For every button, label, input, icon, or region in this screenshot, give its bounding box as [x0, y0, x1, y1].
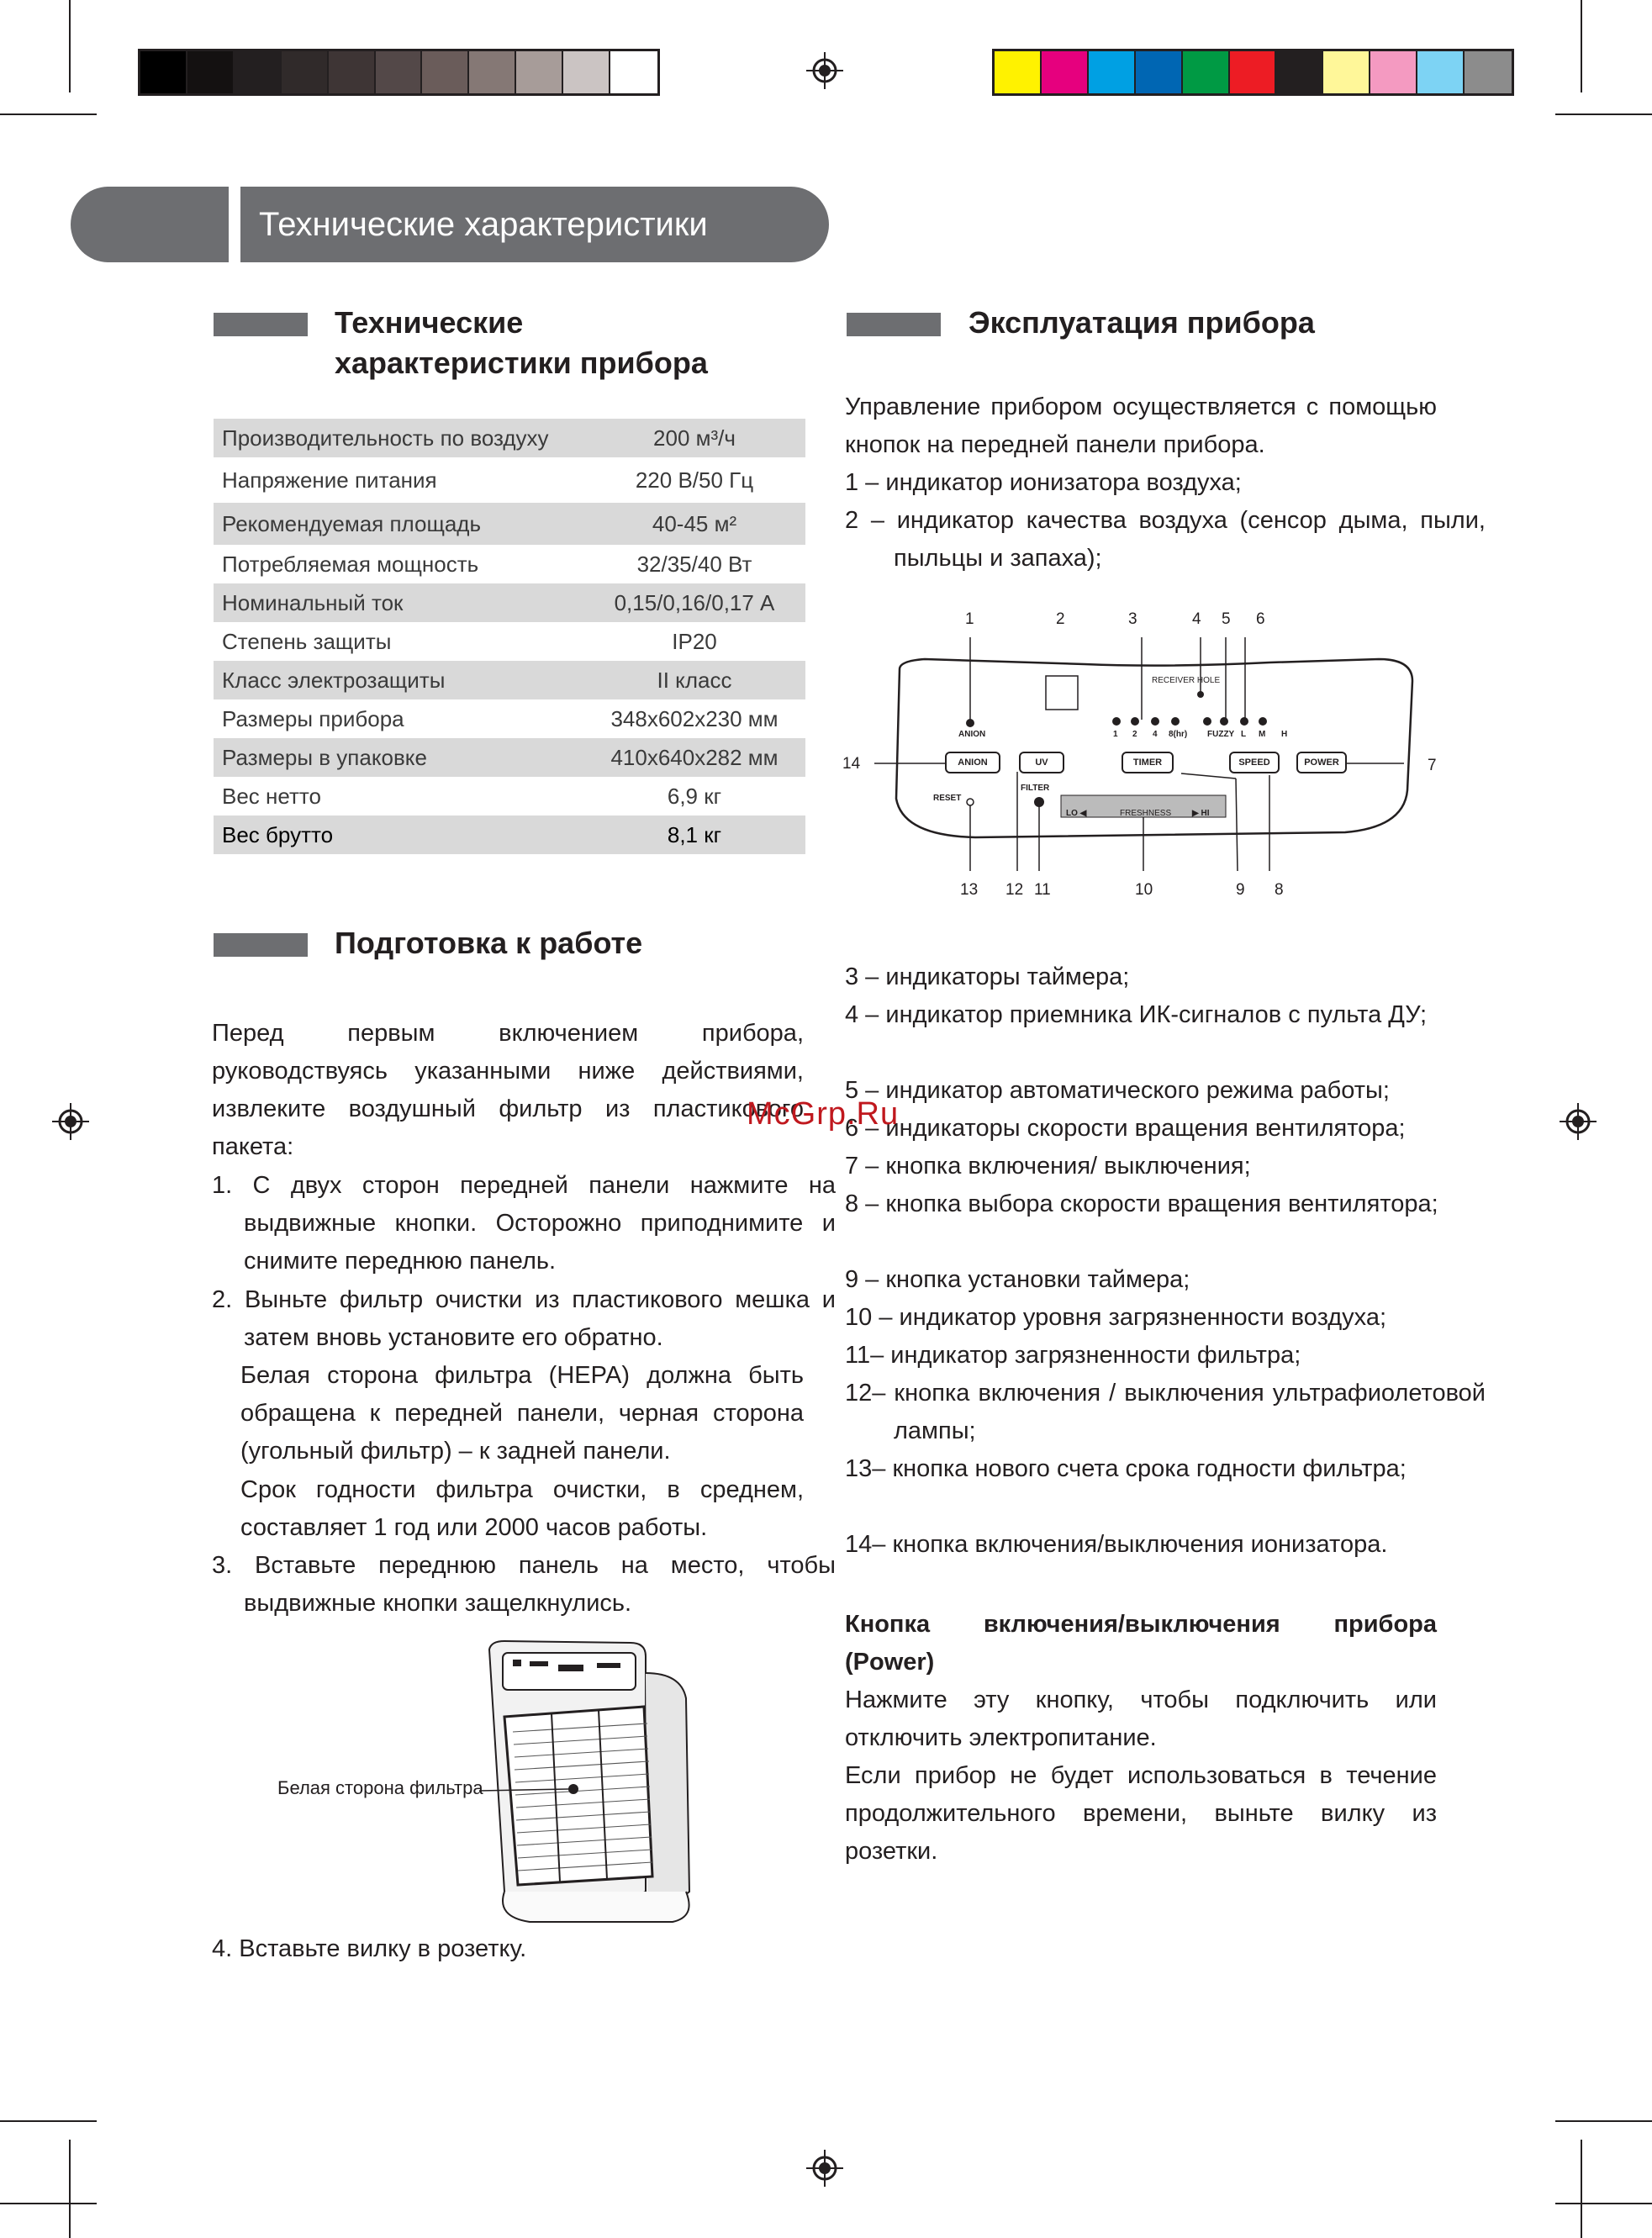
panel-number: 5 [1222, 610, 1231, 628]
operation-item-10: 10 – индикатор уровня загрязненности воздуха; [845, 1304, 1387, 1331]
speed-mark: H [1281, 730, 1288, 739]
spec-key: Потребляемая мощность [222, 551, 479, 577]
receiver-hole-label: RECEIVER HOLE [1152, 676, 1221, 685]
spec-value: 0,15/0,16/0,17 А [614, 589, 775, 615]
table-row [214, 815, 805, 854]
gray-swatch [563, 51, 610, 93]
operation-item-12: 12– кнопка включения / выключения ультрафиолетовой лампы; [845, 1380, 1486, 1444]
page-title: Технические характеристики [240, 187, 829, 262]
speed-mark: L [1241, 730, 1247, 739]
panel-number: 14 [842, 755, 861, 773]
operation-item-1: 1 – индикатор ионизатора воздуха; [845, 469, 1242, 496]
header-tab [71, 187, 229, 262]
specs-title-line2: характеристики прибора [335, 346, 708, 380]
process-swatch [1136, 51, 1183, 93]
grayscale-color-bar [138, 49, 660, 96]
panel-number: 11 [1034, 881, 1051, 899]
prep-step-1: 1. С двух сторон передней панели нажмите на выдвижные кнопки. Осторожно приподнимите и снимите переднюю панель. [212, 1172, 836, 1275]
gray-swatch [422, 51, 469, 93]
process-swatch [1370, 51, 1417, 93]
freshness-lo: LO ◀ [1066, 809, 1087, 818]
operation-title: Эксплуатация прибора [969, 305, 1315, 340]
table-row [214, 699, 805, 738]
registration-mark-left [52, 1103, 89, 1140]
panel-number: 8 [1275, 881, 1284, 899]
power-heading: Кнопка включения/выключения прибора (Power) [845, 1611, 1437, 1676]
speed-mark: M [1259, 730, 1266, 739]
timer-mark: 2 [1132, 730, 1137, 739]
gray-swatch [282, 51, 329, 93]
table-row [214, 661, 805, 699]
specs-table [214, 419, 805, 854]
spec-value: IP20 [672, 628, 717, 654]
gray-swatch [516, 51, 563, 93]
table-row [214, 503, 805, 545]
timer-mark: 1 [1113, 730, 1118, 739]
process-swatch [1089, 51, 1136, 93]
prep-step-2c: Срок годности фильтра очистки, в среднем, составляет 1 год или 2000 часов работы. [240, 1476, 804, 1541]
freshness-hi: ▶ HI [1192, 809, 1210, 818]
spec-key: Вес нетто [222, 783, 321, 809]
gray-swatch [610, 51, 657, 93]
panel-number: 9 [1236, 881, 1245, 899]
spec-key: Размеры в упаковке [222, 744, 427, 770]
spec-value: II класс [657, 667, 732, 693]
spec-value: 8,1 кг [667, 821, 722, 847]
power-paragraph-1: Нажмите эту кнопку, чтобы подключить или отключить электропитание. [845, 1686, 1437, 1751]
operation-item-6: 6 – индикаторы скорости вращения вентилятора; [845, 1115, 1406, 1142]
spec-key: Размеры прибора [222, 705, 404, 731]
prep-step-4: 4. Вставьте вилку в розетку. [212, 1935, 527, 1962]
spec-value: 200 м³/ч [653, 425, 736, 451]
prep-step-2b: Белая сторона фильтра (НЕРА) должна быть обращена к передней панели, черная сторона (угольный фильтр) – к задней панели. [240, 1362, 804, 1465]
operation-item-11: 11– индикатор загрязненности фильтра; [845, 1342, 1301, 1369]
process-swatch [1276, 51, 1323, 93]
spec-key: Класс электрозащиты [222, 667, 446, 693]
gray-swatch [187, 51, 235, 93]
process-color-bar [992, 49, 1514, 96]
freshness-label: FRESHNESS [1120, 809, 1172, 818]
spec-value: 348x602x230 мм [610, 705, 778, 731]
anion-button[interactable]: ANION [945, 752, 1000, 773]
gray-swatch [140, 51, 187, 93]
watermark: McGrp.Ru [747, 1096, 900, 1132]
operation-intro: Управление прибором осуществляется с помощью кнопок на передней панели прибора. [845, 393, 1437, 458]
speed-mark: FUZZY [1207, 730, 1235, 739]
registration-mark-bottom [806, 2150, 843, 2187]
panel-number: 10 [1135, 881, 1153, 899]
prep-step-3: 3. Вставьте переднюю панель на место, чтобы выдвижные кнопки защелкнулись. [212, 1552, 836, 1617]
process-swatch [1465, 51, 1512, 93]
spec-key: Напряжение питания [222, 467, 437, 493]
power-paragraph-2: Если прибор не будет использоваться в течение продолжительного времени, выньте вилку из розетки. [845, 1762, 1437, 1865]
table-row [214, 622, 805, 661]
spec-value: 40-45 м² [652, 510, 737, 536]
anion-indicator-label: ANION [958, 730, 986, 739]
process-swatch [1323, 51, 1370, 93]
process-swatch [1042, 51, 1089, 93]
process-swatch [1230, 51, 1277, 93]
spec-key: Рекомендуемая площадь [222, 510, 482, 536]
process-swatch [995, 51, 1042, 93]
registration-mark-top [806, 52, 843, 89]
prep-intro: Перед первым включением прибора, руководствуясь указанными ниже действиями, извлеките воздушный фильтр из пластикового пакета: [212, 1020, 804, 1160]
purifier-illustration [479, 1639, 715, 1925]
table-row [214, 777, 805, 815]
filter-label: Белая сторона фильтра [277, 1777, 483, 1798]
spec-value: 32/35/40 Вт [636, 551, 752, 577]
panel-number: 2 [1056, 610, 1065, 628]
gray-swatch [235, 51, 282, 93]
operation-item-3: 3 – индикаторы таймера; [845, 963, 1130, 990]
prep-step-2a: 2. Выньте фильтр очистки из пластикового мешка и затем вновь установите его обратно. [212, 1286, 836, 1351]
process-swatch [1183, 51, 1230, 93]
prep-title: Подготовка к работе [335, 926, 643, 960]
gray-swatch [376, 51, 423, 93]
spec-value: 220 В/50 Гц [635, 467, 754, 493]
panel-number: 6 [1256, 610, 1265, 628]
section-bar [847, 313, 941, 336]
registration-mark-right [1560, 1103, 1597, 1140]
table-row [214, 457, 805, 503]
panel-number: 1 [965, 610, 974, 628]
operation-item-2: 2 – индикатор качества воздуха (сенсор дыма, пыли, пыльцы и запаха); [845, 507, 1486, 572]
power-button[interactable]: POWER [1296, 752, 1347, 773]
reset-label: RESET [933, 794, 962, 803]
gray-swatch [329, 51, 376, 93]
panel-number: 12 [1005, 881, 1024, 899]
timer-mark: 8(hr) [1169, 730, 1188, 739]
panel-number: 7 [1428, 757, 1437, 774]
operation-item-7: 7 – кнопка включения/ выключения; [845, 1153, 1251, 1180]
section-bar [214, 313, 308, 336]
table-row [214, 738, 805, 777]
timer-button[interactable]: TIMER [1122, 752, 1174, 773]
section-bar [214, 933, 308, 957]
timer-mark: 4 [1153, 730, 1158, 739]
spec-key: Степень защиты [222, 628, 392, 654]
spec-key: Номинальный ток [222, 589, 404, 615]
table-row [214, 545, 805, 583]
spec-value: 6,9 кг [667, 783, 722, 809]
panel-number: 3 [1128, 610, 1137, 628]
specs-title-line1: Технические [335, 305, 524, 340]
uv-button[interactable]: UV [1019, 752, 1064, 773]
table-row [214, 419, 805, 457]
speed-button[interactable]: SPEED [1229, 752, 1280, 773]
spec-key: Производительность по воздуху [222, 425, 549, 451]
operation-item-4: 4 – индикатор приемника ИК-сигналов с пульта ДУ; [845, 1001, 1428, 1028]
operation-item-9: 9 – кнопка установки таймера; [845, 1266, 1190, 1293]
spec-key: Вес брутто [222, 821, 334, 847]
table-row [214, 583, 805, 622]
operation-item-5: 5 – индикатор автоматического режима работы; [845, 1077, 1390, 1104]
filter-indicator-label: FILTER [1021, 784, 1050, 793]
operation-item-14: 14– кнопка включения/выключения ионизатора. [845, 1531, 1388, 1558]
panel-number: 13 [960, 881, 979, 899]
process-swatch [1417, 51, 1465, 93]
operation-item-13: 13– кнопка нового счета срока годности фильтра; [845, 1455, 1407, 1482]
gray-swatch [469, 51, 516, 93]
panel-number: 4 [1192, 610, 1201, 628]
operation-item-8: 8 – кнопка выбора скорости вращения вентилятора; [845, 1190, 1438, 1217]
spec-value: 410x640x282 мм [610, 744, 778, 770]
